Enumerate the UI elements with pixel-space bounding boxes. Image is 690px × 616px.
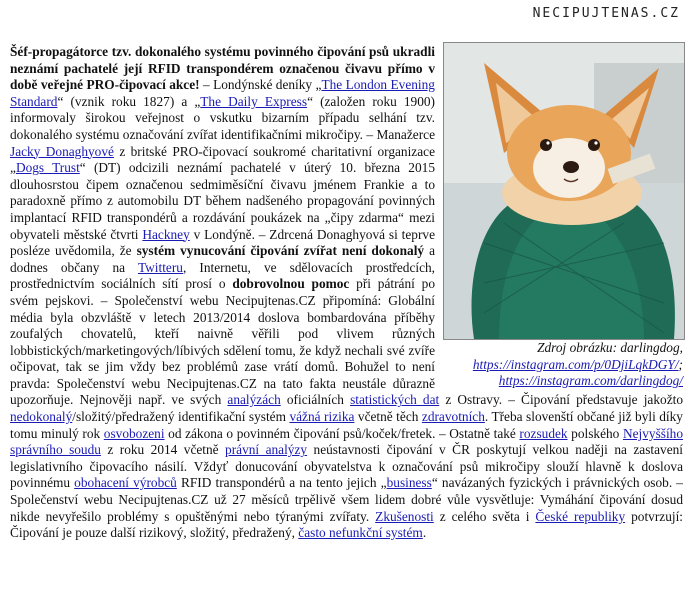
link-osvobozeni[interactable]: osvobozeni <box>103 425 165 441</box>
quote-mark: „ <box>315 77 322 93</box>
text-segment: /složitý/předražený identifikační systém <box>72 409 290 425</box>
text-segment: z roku 2014 včetně <box>100 442 226 458</box>
link-nedokonaly[interactable]: nedokonalý <box>10 409 73 425</box>
text-segment: (DT) odcizili neznámí pachatelé v úterý 10. března 2015 dlouhosrstou čipem označenou sedmiměsíční čivavu jménem Frankie a to paradoxně přímo z automobilu DT během nadšeného propagování povinných implantací RFID transpondérů a rozdávání poukázek na „čipy zdarma“ mezi obyvateli městské čtvrti <box>10 160 435 242</box>
article-headline: Šéf-propagátorce tzv. dokonalého systému povinného čipování psů ukradli neznámí pachatelé její RFID transpondérem označenou čivavu přímo v době veřejné PRO-čipovací akce! <box>10 44 435 93</box>
text-segment: . Třeba slovenští občané již byli díky tomu minulý rok <box>10 409 683 441</box>
link-ceske-republiky[interactable]: České republiky <box>535 508 626 524</box>
text-segment: polského <box>567 425 623 441</box>
text-segment: . <box>422 525 427 541</box>
text-segment: od zákona o povinném čipování psů/koček/fretek. – Ostatně také <box>164 425 520 441</box>
link-rozsudek[interactable]: rozsudek <box>519 425 568 441</box>
link-statistickych-dat[interactable]: statistických dat <box>350 392 440 408</box>
quote-mark: „ <box>10 160 16 176</box>
text-segment: , Internetu, ve sdělovacích prostředcích, prostřednictvím sociálních sítí prosí o <box>10 259 436 292</box>
caption-source: Zdroj obrázku: darlingdog, <box>537 340 683 355</box>
text-segment: z Ostravy. – Čipování představuje jakožto <box>439 392 684 408</box>
link-nejvyssiho-spravniho-soudu[interactable]: Nejvyššího správního soudu <box>10 425 683 458</box>
text-segment: neústavnosti čipování v ČR poskytují velkou naději na zastavení legislativního čipovacího násilí. Vždyť donucování obyvatelstva k označování psů mikročipy slouží hlavně k doslova povinnému <box>10 442 683 491</box>
text-segment: a dodnes občany na <box>10 243 436 275</box>
quote-mark: “ <box>431 475 438 491</box>
bold-phrase: systém vynucování čipování zvířat není dokonalý <box>136 243 425 259</box>
photo-caption <box>443 340 683 390</box>
quote-mark: „ <box>194 93 201 109</box>
article-body <box>10 44 683 542</box>
site-name-watermark: NECIPUJTENAS.CZ <box>532 6 680 21</box>
link-pravni-analyzy[interactable]: právní analýzy <box>225 442 308 458</box>
link-daily-express[interactable]: The Daily Express <box>200 93 308 109</box>
text-segment: navázaných fyzických i právnických osob. – Společenství webu Necipujtenas.CZ už 27 měsíců trpělivě všem lidem dobré vůle vysvětluje: Vymáhání čipování dosud nikde nevyřešilo problémy s opuštěnými nebo týranými zvířaty. <box>10 475 683 524</box>
text-segment: (vznik roku 1827) a <box>63 93 195 109</box>
caption-separator: ; <box>678 356 683 372</box>
text-segment: RFID transpondérů a na tento jejich <box>176 475 381 491</box>
text-segment: při pátrání po svém pejskovi. – Společenství webu Necipujtenas.CZ připomíná: Globální média byla obzvláště v letech 2013/2014 doslova bombardována příběhy zoufalých chovatelů, kteří naivně věřili pod vlivem různých lobbistických/marketingových/líbivých sdělení tomu, že když nechali své zvíře očipovat, tak se jim vždy bez problémů zase vrátí domů. Bohužel to není pravda: Společenství webu Necipujtenas.CZ na tato fakta neustále důrazně upozorňuje. Nejnověji např. ve svých <box>10 276 435 408</box>
link-twitter[interactable]: Twitteru <box>137 259 183 275</box>
link-dogs-trust[interactable]: Dogs Trust <box>15 160 80 176</box>
chihuahua-photo-icon <box>443 42 685 340</box>
link-jacky-donaghy[interactable]: Jacky Donaghyové <box>10 143 114 159</box>
quote-mark: “ <box>307 93 313 109</box>
link-zkusenosti[interactable]: Zkušenosti <box>375 508 434 524</box>
link-casto-nefunkcni-system[interactable]: často nefunkční systém <box>298 525 423 541</box>
link-zdravotnich[interactable]: zdravotních <box>421 409 485 425</box>
link-obohaceni-vyrobcu[interactable]: obohacení výrobců <box>74 475 177 491</box>
bold-phrase: dobrovolnou pomoc <box>232 276 350 292</box>
text-segment: oficiálních <box>280 392 351 408</box>
text-segment: v Londýně. – Zdrcená Donaghyová si teprve posléze uvědomila, že <box>10 226 435 259</box>
link-london-evening-standard[interactable]: The London Evening Standard <box>10 77 435 109</box>
text-segment: včetně těch <box>354 409 422 425</box>
caption-link-post[interactable]: https://instagram.com/p/0DjiLqkDGY/ <box>472 356 679 372</box>
text-segment: (založen roku 1900) informovaly širokou veřejnost o vskutku bizarním případu selhání tzv. dokonalého systému označování zvířat identifikačními mikročipy. – Manažerce <box>10 93 435 142</box>
quote-mark: „ <box>380 475 387 491</box>
quote-mark: “ <box>57 93 64 109</box>
article-figure <box>443 42 683 390</box>
link-business[interactable]: business <box>386 475 432 491</box>
text-segment: potvrzují: Čipování je pouze další rizikový, složitý, předražený, <box>10 508 683 541</box>
text-segment: z celého světa i <box>433 508 536 524</box>
text-segment: – Londýnské deníky <box>199 77 316 93</box>
quote-mark: “ <box>79 160 86 176</box>
caption-link-profile[interactable]: https://instagram.com/darlingdog/ <box>498 373 683 389</box>
link-analyzach[interactable]: analýzách <box>227 392 281 408</box>
link-vazna-rizika[interactable]: vážná rizika <box>289 409 355 425</box>
text-segment: z britské PRO-čipovací soukromé charitativní organizace <box>113 143 435 159</box>
link-hackney[interactable]: Hackney <box>142 226 190 242</box>
